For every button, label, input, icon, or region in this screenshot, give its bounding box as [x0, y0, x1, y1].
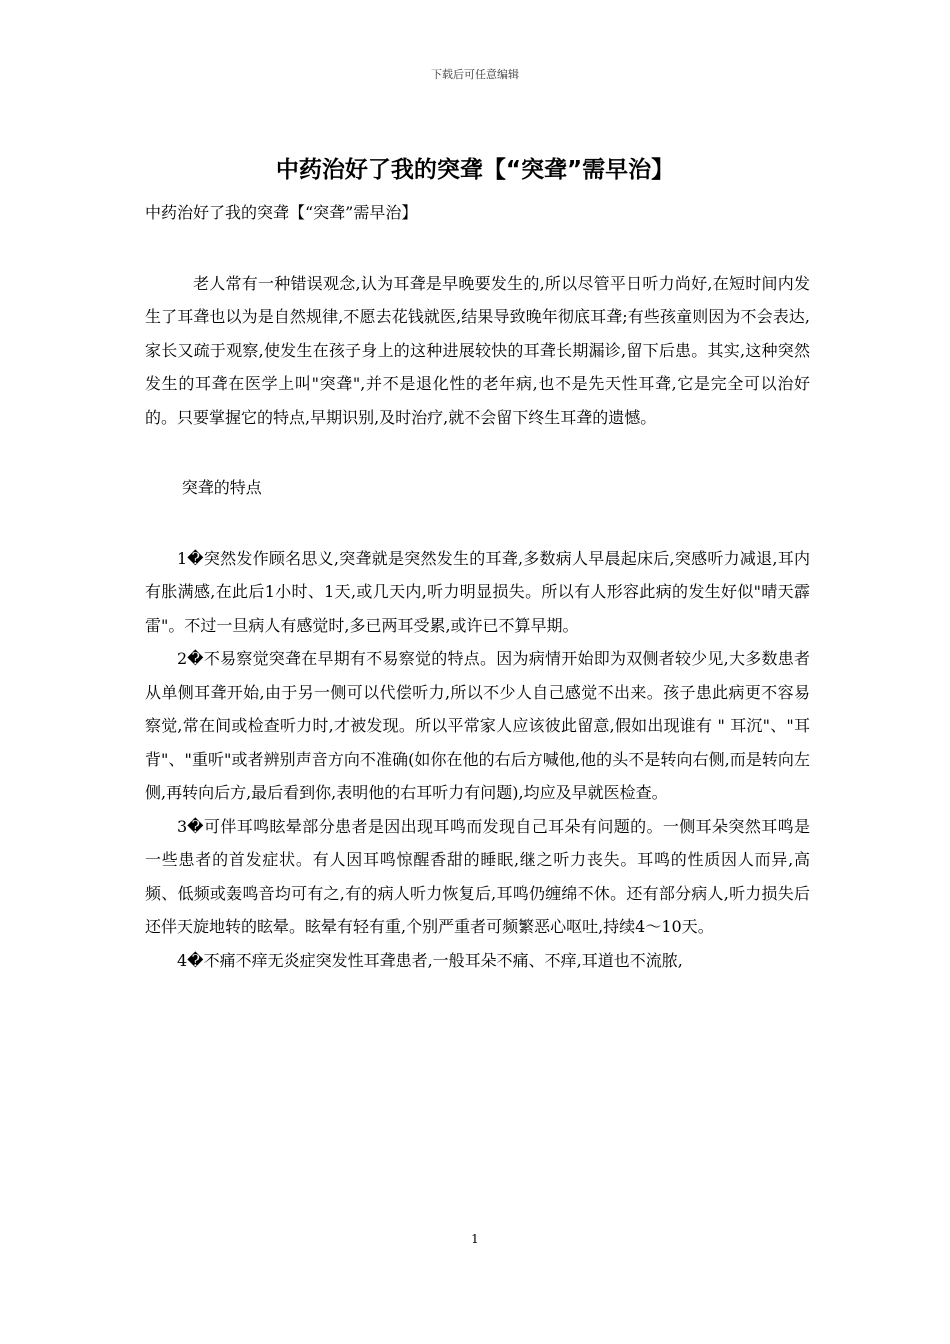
feature-paragraph-2: 2�不易察觉突聋在早期有不易察觉的特点。因为病情开始即为双侧者较少见,大多数患者从单侧耳聋开始,由于另一侧可以代偿听力,所以不少人自己感觉不出来。孩子患此病更不容易察觉,常在间或检查听力时,才被发现。所以平常家人应该彼此留意,假如出现谁有 " 耳沉"、"耳背"、"重听"或者辨别声音方向不准确(如你在他的右后方喊他,他的头不是转向右侧,而是转向左侧,再转向后方,最后看到你,表明他的右耳听力有问题),均应及早就医检查。 [145, 649, 810, 802]
feature-paragraph-4: 4�不痛不痒无炎症突发性耳聋患者,一般耳朵不痛、不痒,耳道也不流脓, [177, 950, 683, 970]
document-body [145, 196, 810, 977]
section-heading: 突聋的特点 [181, 478, 262, 497]
page-number: 1 [471, 1232, 479, 1246]
intro-paragraph: 老人常有一种错误观念,认为耳聋是早晚要发生的,所以尽管平日听力尚好,在短时间内发生了耳聋也以为是自然规律,不愿去花钱就医,结果导致晚年彻底耳聋;有些孩童则因为不会表达,家长又疏于观察,使发生在孩子身上的这种进展较快的耳聋长期漏诊,留下后患。其实,这种突然发生的耳聋在医学上叫"突聋",并不是退化性的老年病,也不是先天性耳聋,它是完全可以治好的。只要掌握它的特点,早期识别,及时治疗,就不会留下终生耳聋的遗憾。 [145, 273, 810, 427]
document-subtitle: 中药治好了我的突聋【“突聋”需早治】 [145, 203, 418, 222]
feature-paragraph-3: 3�可伴耳鸣眩晕部分患者是因出现耳鸣而发现自己耳朵有问题的。一侧耳朵突然耳鸣是一些患者的首发症状。有人因耳鸣惊醒香甜的睡眠,继之听力丧失。耳鸣的性质因人而异,高频、低频或轰鸣音均可有之,有的病人听力恢复后,耳鸣仍缠绵不休。还有部分病人,听力损失后还伴天旋地转的眩晕。眩晕有轻有重,个别严重者可频繁恶心呕吐,持续4～10天。 [145, 816, 810, 936]
spacer [145, 434, 810, 471]
feature-paragraph-1: 1�突然发作顾名思义,突聋就是突然发生的耳聋,多数病人早晨起床后,突感听力减退,耳内有胀满感,在此后1小时、1天,或几天内,听力明显损失。所以有人形容此病的发生好似"晴天霹雷"。不过一旦病人有感觉时,多已两耳受累,或许已不算早期。 [145, 548, 810, 635]
header-note: 下载后可任意编辑 [431, 68, 519, 81]
spacer [145, 230, 810, 267]
document-title: 中药治好了我的突聋【“突聋”需早治】 [275, 157, 675, 183]
spacer [145, 505, 810, 542]
